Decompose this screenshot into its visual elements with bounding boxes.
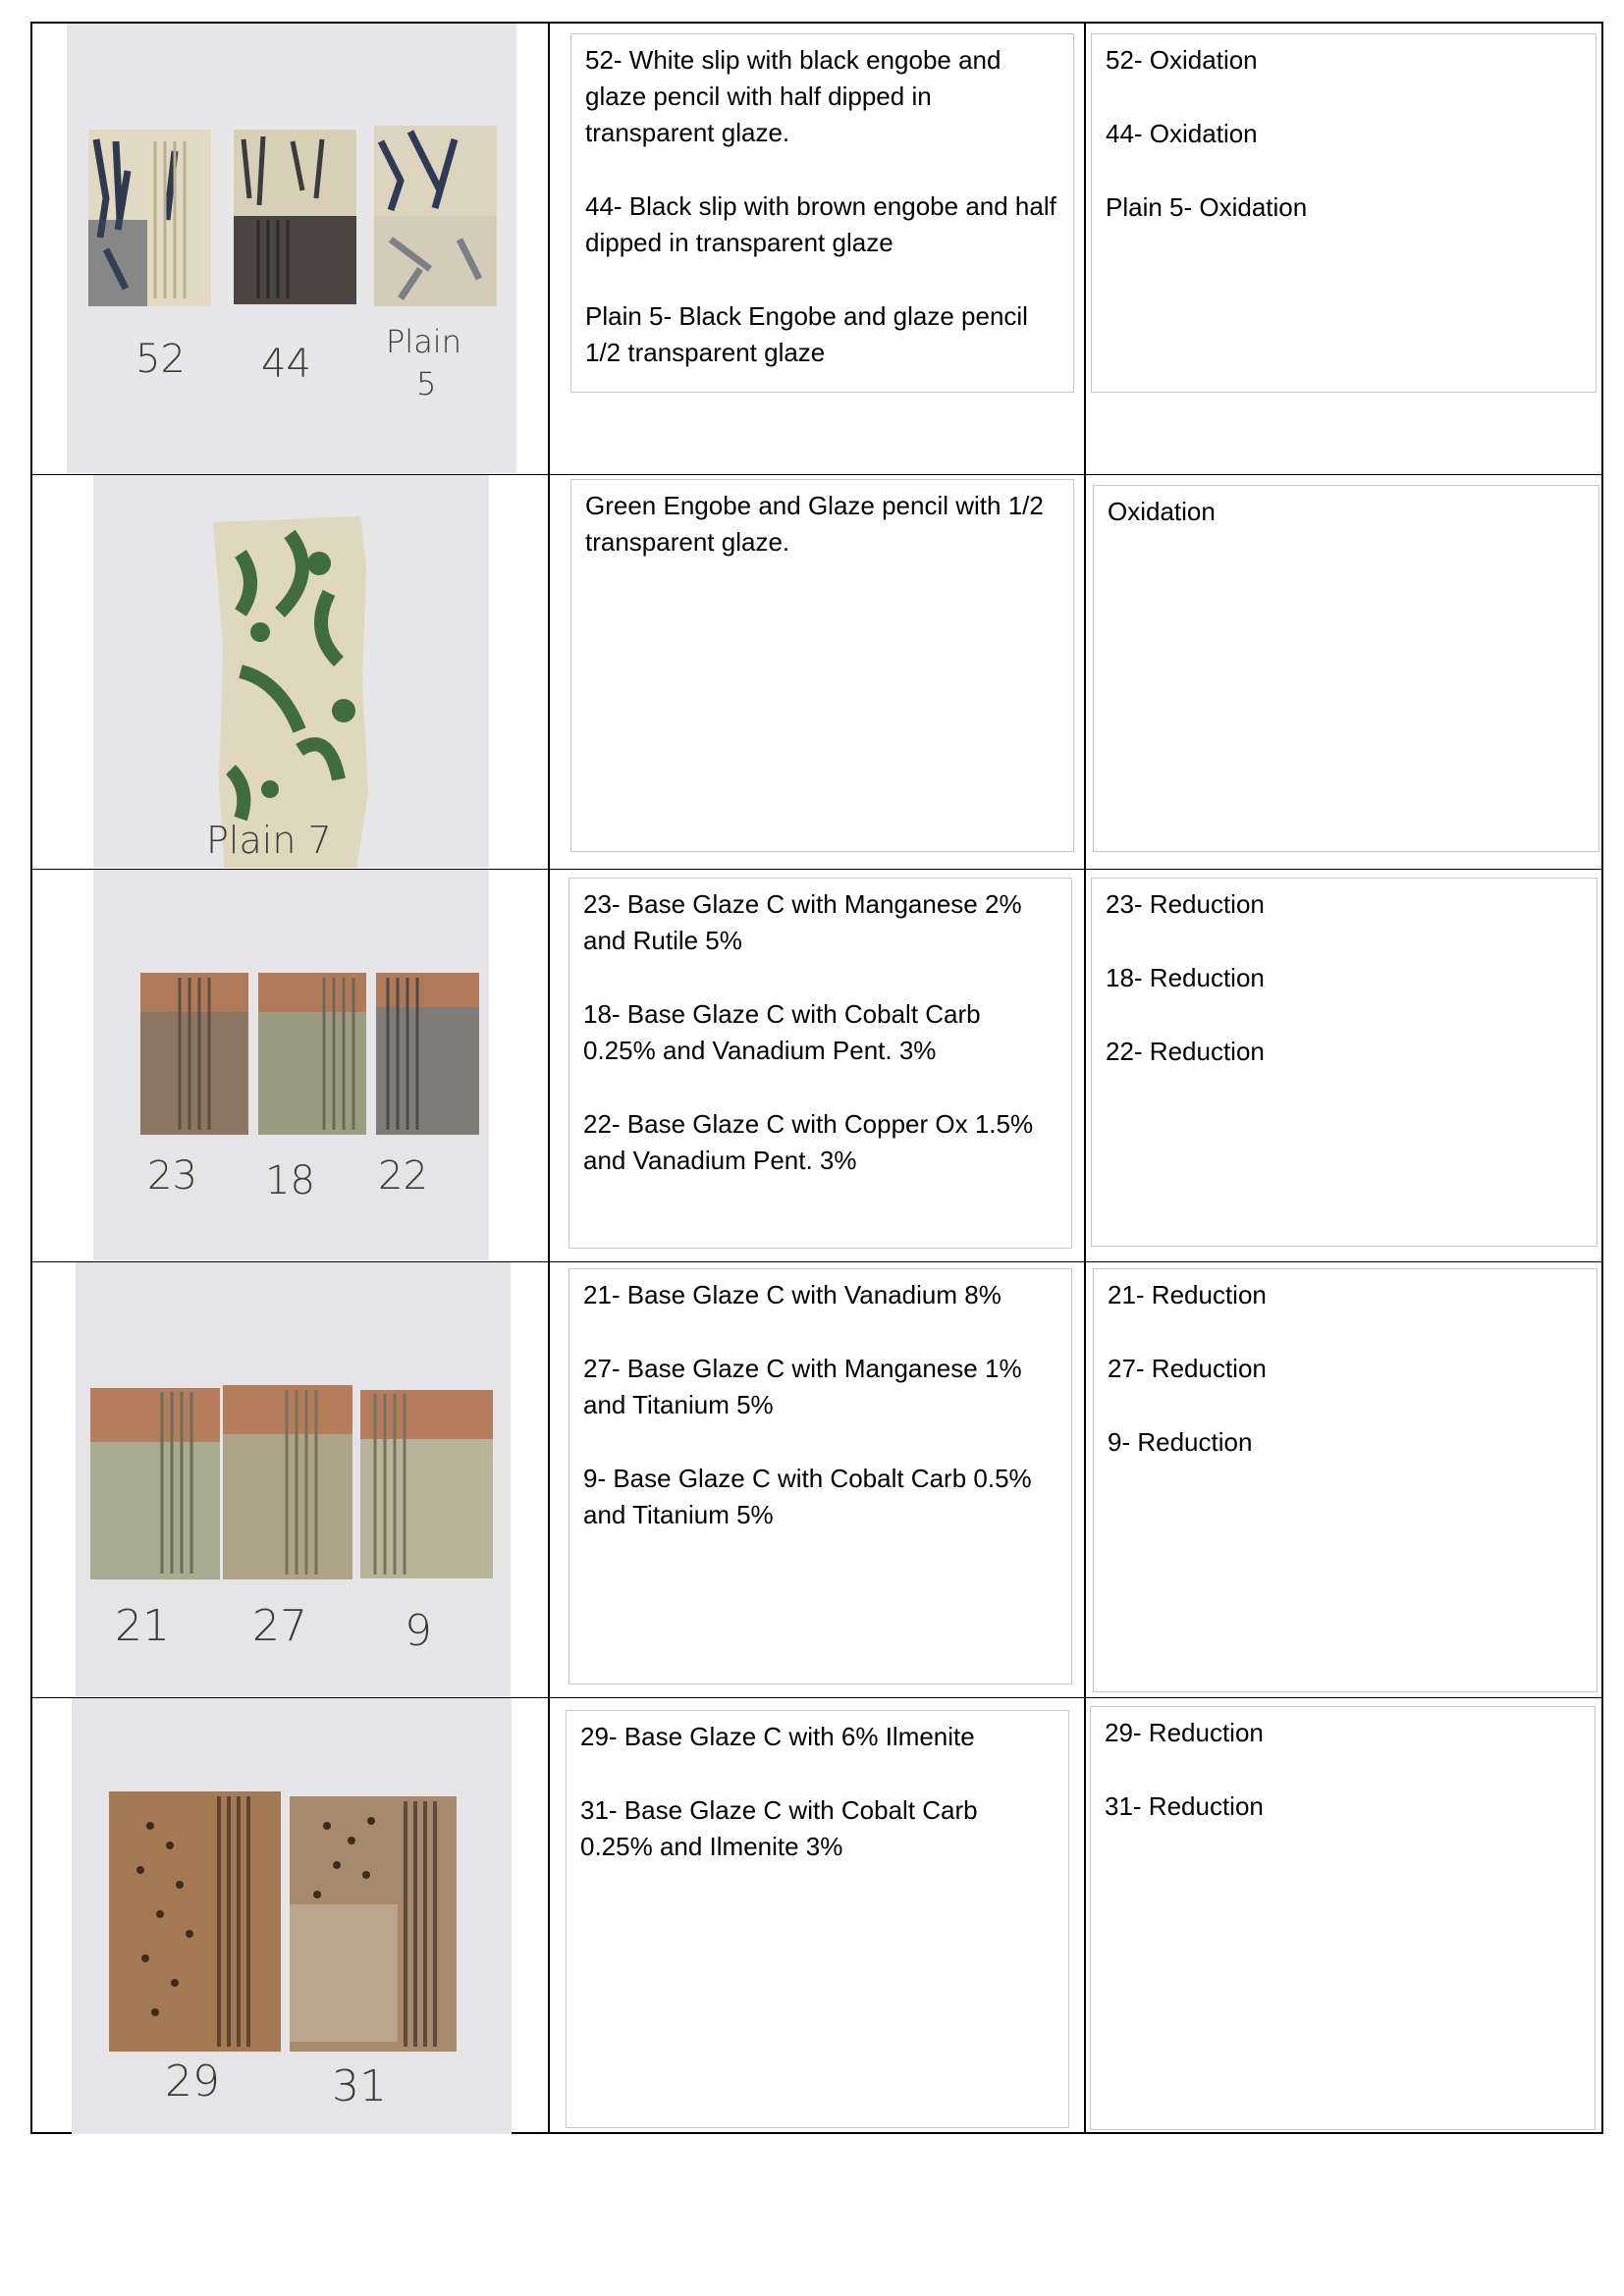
tile-label: 22: [378, 1153, 428, 1199]
firing-text: 29- Reduction: [1105, 1718, 1264, 1747]
tile-label: 18: [265, 1158, 315, 1203]
description-box: [570, 479, 1074, 852]
tile-label: 23: [147, 1153, 197, 1199]
tile-label: 44: [261, 342, 311, 387]
firing-text: 21- Reduction: [1108, 1280, 1267, 1309]
description-text: 9- Base Glaze C with Cobalt Carb 0.5% and Titanium 5%: [583, 1464, 1032, 1529]
description-text: 21- Base Glaze C with Vanadium 8%: [583, 1280, 1001, 1309]
description-text: Green Engobe and Glaze pencil with 1/2 transparent glaze.: [585, 491, 1044, 557]
description-text: Plain 5- Black Engobe and glaze pencil 1/2 transparent glaze: [585, 301, 1028, 367]
tile-photo: [76, 1262, 511, 1696]
description-text: 18- Base Glaze C with Cobalt Carb 0.25% and Vanadium Pent. 3%: [583, 999, 981, 1065]
tile-photo: [93, 475, 489, 868]
firing-box: [1093, 1268, 1597, 1692]
table-row: [32, 475, 1601, 870]
tile-photo: [93, 870, 489, 1260]
firing-text: Plain 5- Oxidation: [1106, 192, 1308, 222]
description-box: [570, 33, 1074, 393]
description-text: 22- Base Glaze C with Copper Ox 1.5% and Vanadium Pent. 3%: [583, 1109, 1034, 1175]
description-text: 44- Black slip with brown engobe and half dipped in transparent glaze: [585, 191, 1056, 257]
firing-text: 31- Reduction: [1105, 1791, 1264, 1821]
description-box: [568, 1268, 1072, 1684]
table-row: [32, 1262, 1601, 1698]
tile-photo: [67, 24, 516, 473]
firing-text: 9- Reduction: [1108, 1427, 1253, 1457]
tile-label: 52: [135, 337, 186, 382]
tile-label: 9: [405, 1606, 432, 1656]
firing-text: 44- Oxidation: [1106, 119, 1258, 148]
table-row: [32, 24, 1601, 475]
description-box: [568, 878, 1072, 1249]
table-row: [32, 870, 1601, 1262]
firing-text: 18- Reduction: [1106, 963, 1265, 992]
tile-label: Plain: [386, 323, 461, 360]
firing-text: 23- Reduction: [1106, 889, 1265, 919]
tile-label: 27: [252, 1601, 307, 1651]
firing-text: 52- Oxidation: [1106, 45, 1258, 75]
firing-text: 27- Reduction: [1108, 1354, 1267, 1383]
firing-text: 22- Reduction: [1106, 1037, 1265, 1066]
table-row: [32, 1698, 1601, 2134]
firing-box: [1093, 485, 1599, 852]
firing-text: Oxidation: [1108, 497, 1216, 526]
firing-box: [1091, 33, 1597, 393]
description-box: [566, 1710, 1069, 2128]
firing-box: [1091, 878, 1597, 1247]
tile-label: 29: [165, 2056, 220, 2107]
description-text: 52- White slip with black engobe and glaze pencil with half dipped in transparent glaze.: [585, 45, 1001, 147]
description-text: 23- Base Glaze C with Manganese 2% and Rutile 5%: [583, 889, 1022, 955]
description-text: 27- Base Glaze C with Manganese 1% and Titanium 5%: [583, 1354, 1022, 1419]
tile-label: Plain 7: [206, 819, 332, 862]
description-text: 29- Base Glaze C with 6% Ilmenite: [580, 1722, 975, 1751]
tile-label: 5: [416, 365, 437, 402]
tile-photo: [72, 1698, 512, 2134]
firing-box: [1090, 1706, 1596, 2130]
tile-label: 31: [332, 2061, 387, 2111]
tile-label: 21: [115, 1601, 170, 1651]
description-text: 31- Base Glaze C with Cobalt Carb 0.25% and Ilmenite 3%: [580, 1795, 978, 1861]
glaze-test-table: [30, 22, 1603, 2134]
